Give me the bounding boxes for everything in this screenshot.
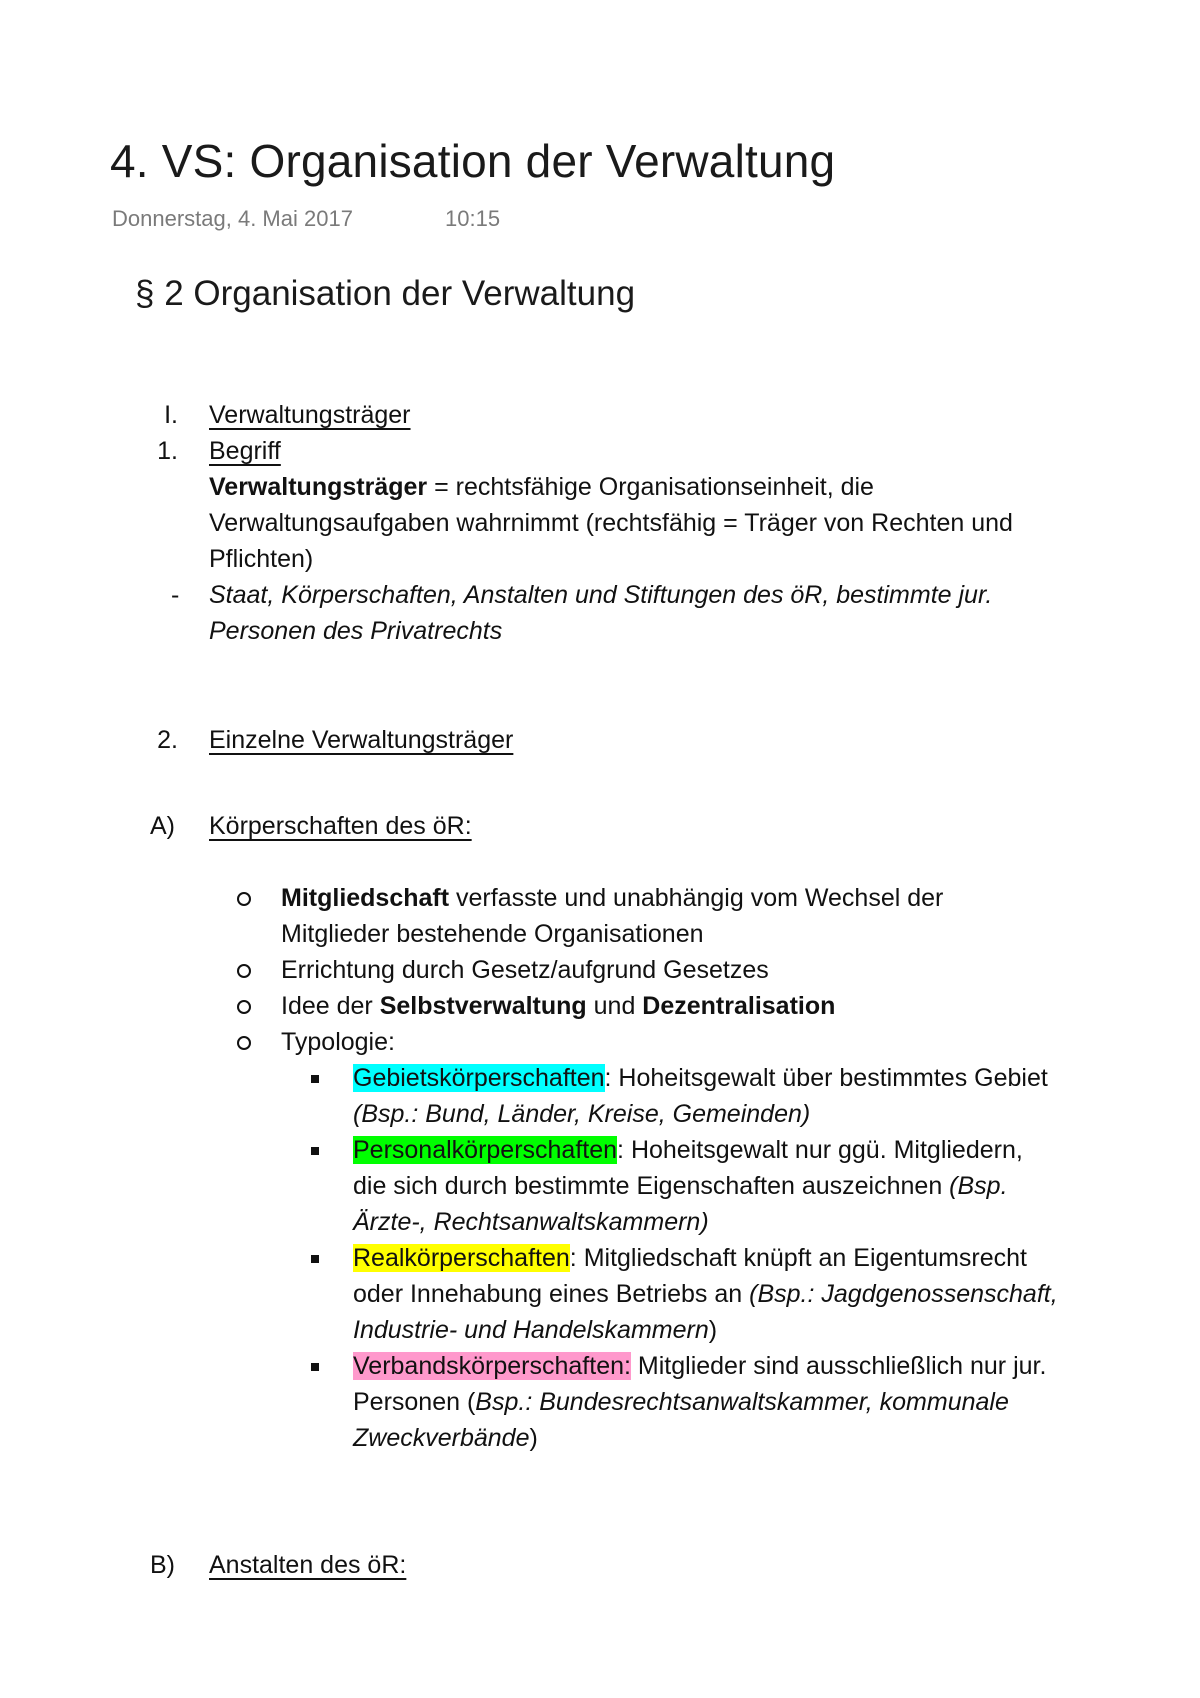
square-bullet-icon: [311, 1147, 319, 1155]
square-bullet-icon: [311, 1075, 319, 1083]
bullet-typologie: Typologie:: [281, 1028, 395, 1056]
type-verband-line-2: Personen (Bsp.: Bundesrechtsanwaltskammer, kommunale: [353, 1388, 1009, 1416]
type-personal-line-2: die sich durch bestimmte Eigenschaften auszeichnen (Bsp.: [353, 1172, 1008, 1200]
square-bullet-icon: [311, 1363, 319, 1371]
highlight-realkoerperschaften: Realkörperschaften: [353, 1244, 570, 1272]
outline-marker-I: I.: [164, 401, 178, 429]
outline-marker-A: A): [150, 812, 175, 840]
definition-line-1: Verwaltungsträger = rechtsfähige Organisationseinheit, die: [209, 473, 874, 501]
outline-marker-2: 2.: [157, 726, 178, 754]
square-bullet-icon: [311, 1255, 319, 1263]
highlight-personalkoerperschaften: Personalkörperschaften: [353, 1136, 618, 1164]
heading-anstalten: Anstalten des öR:: [209, 1551, 407, 1579]
type-verband: Verbandskörperschaften: Mitglieder sind ausschließlich nur jur.: [353, 1352, 1047, 1380]
bullet-mitgliedschaft-line-2: Mitglieder bestehende Organisationen: [281, 920, 704, 948]
type-gebiet: Gebietskörperschaften: Hoheitsgewalt über bestimmtes Gebiet: [353, 1064, 1048, 1092]
heading-verwaltungstraeger: Verwaltungsträger: [209, 401, 411, 429]
heading-koerperschaften: Körperschaften des öR:: [209, 812, 472, 840]
highlight-verbandskoerperschaften: Verbandskörperschaften:: [353, 1352, 631, 1380]
highlight-gebietskoerperschaften: Gebietskörperschaften: [353, 1064, 605, 1092]
outline-marker-B: B): [150, 1551, 175, 1579]
circle-bullet-icon: [237, 964, 251, 978]
heading-begriff: Begriff: [209, 437, 281, 465]
type-real-line-3: Industrie- und Handelskammern): [353, 1316, 718, 1344]
section-heading: § 2 Organisation der Verwaltung: [135, 274, 636, 313]
type-verband-line-3: Zweckverbände): [353, 1424, 538, 1452]
circle-bullet-icon: [237, 1036, 251, 1050]
type-real: Realkörperschaften: Mitgliedschaft knüpft an Eigentumsrecht: [353, 1244, 1027, 1272]
definition-line-3: Pflichten): [209, 545, 314, 573]
definition-line-2: Verwaltungsaufgaben wahrnimmt (rechtsfähig = Träger von Rechten und: [209, 509, 1013, 537]
page-date: Donnerstag, 4. Mai 2017: [112, 206, 353, 231]
bullet-idee: Idee der Selbstverwaltung und Dezentralisation: [281, 992, 836, 1020]
type-personal: Personalkörperschaften: Hoheitsgewalt nur ggü. Mitgliedern,: [353, 1136, 1023, 1164]
type-real-line-2: oder Innehabung eines Betriebs an (Bsp.: Jagdgenossenschaft,: [353, 1280, 1058, 1308]
page-title: 4. VS: Organisation der Verwaltung: [110, 135, 836, 187]
circle-bullet-icon: [237, 1000, 251, 1014]
definition-term: Verwaltungsträger: [209, 473, 428, 501]
heading-einzelne-verwaltungstraeger: Einzelne Verwaltungsträger: [209, 726, 514, 754]
dash-marker: -: [171, 581, 180, 609]
type-personal-line-3: Ärzte-, Rechtsanwaltskammern): [353, 1208, 709, 1236]
outline-marker-1: 1.: [157, 437, 178, 465]
circle-bullet-icon: [237, 892, 251, 906]
examples-line-1: Staat, Körperschaften, Anstalten und Stiftungen des öR, bestimmte jur.: [209, 581, 993, 609]
page-time: 10:15: [445, 206, 501, 231]
bullet-mitgliedschaft: Mitgliedschaft verfasste und unabhängig vom Wechsel der: [281, 884, 944, 912]
type-gebiet-example: (Bsp.: Bund, Länder, Kreise, Gemeinden): [353, 1100, 811, 1128]
examples-line-2: Personen des Privatrechts: [209, 617, 503, 645]
bullet-errichtung: Errichtung durch Gesetz/aufgrund Gesetzes: [281, 956, 769, 984]
